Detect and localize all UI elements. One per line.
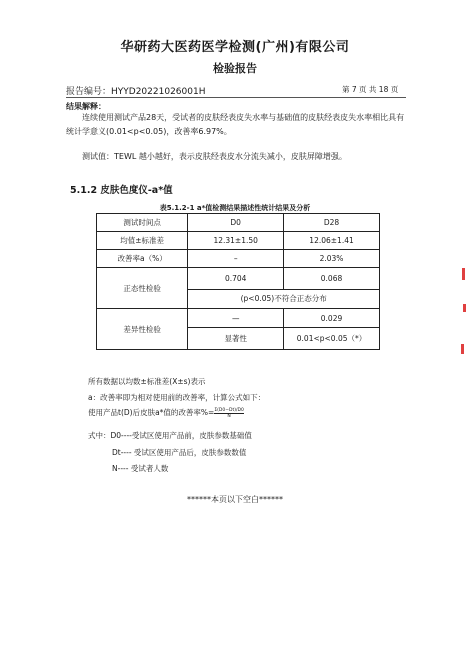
seal-fragment	[461, 344, 464, 354]
diff-d0: —	[188, 309, 284, 328]
report-title: 检验报告	[213, 62, 257, 75]
mean-label: 均值±标准差	[97, 232, 188, 250]
note-line-6: N---- 受试者人数	[112, 464, 169, 473]
formula-denominator: N	[227, 413, 231, 419]
header-cell: D28	[284, 214, 380, 232]
mean-d0: 12.31±1.50	[188, 232, 284, 250]
results-label: 结果解释：	[66, 102, 106, 111]
section-heading: 5.1.2 皮肤色度仪-a*值	[70, 185, 173, 196]
note-formula-line	[88, 407, 244, 419]
normality-label: 正态性检验	[97, 268, 188, 309]
end-of-page-mark: ******本页以下空白******	[187, 495, 283, 504]
page-info: 第 7 页 共 18 页	[342, 85, 399, 94]
formula-numerator: Σ(D0−Dt)/D0	[214, 407, 244, 413]
company-name: 华研药大医药医学检测(广州)有限公司	[120, 40, 350, 55]
table-row	[97, 232, 380, 250]
seal-fragment	[463, 304, 466, 312]
normality-d0: 0.704	[188, 268, 284, 290]
report-number-label: 报告编号：	[66, 87, 112, 97]
results-paragraph-2: 测试值：TEWL 越小越好，表示皮肤经表皮水分流失减小，皮肤屏障增强。	[82, 152, 347, 161]
header-divider	[66, 97, 406, 98]
improve-d28: 2.03%	[284, 250, 380, 268]
note-line-4: 式中：D0----受试区使用产品前，皮肤参数基础值	[88, 431, 252, 440]
report-number-value: HYYD20221026001H	[111, 87, 206, 97]
sig-value: 0.01<p<0.05（*）	[284, 328, 380, 350]
note-line-1: 所有数据以均数±标准差(X±s)表示	[88, 377, 206, 386]
header-cell: D0	[188, 214, 284, 232]
report-number	[66, 84, 205, 97]
results-table	[96, 213, 380, 350]
diff-d28: 0.029	[284, 309, 380, 328]
formula-prefix: 使用产品t(D)后皮肤a*值的改善率%=	[88, 408, 215, 417]
results-paragraph-1: 连续使用测试产品28天，受试者的皮肤经表皮失水率与基础值的皮肤经表皮失水率相比具有统计学意义(0.01<p<0.05)，改善率6.97%。	[66, 113, 405, 136]
table-row	[97, 250, 380, 268]
formula-fraction	[214, 408, 244, 419]
improve-label: 改善率a（%）	[97, 250, 188, 268]
note-line-2: a：改善率即为相对使用前的改善率，计算公式如下：	[88, 393, 266, 402]
seal-fragment	[462, 268, 465, 280]
table-row	[97, 268, 380, 290]
sig-label: 显著性	[188, 328, 284, 350]
improve-d0: –	[188, 250, 284, 268]
table-row	[97, 214, 380, 232]
table-row	[97, 309, 380, 328]
mean-d28: 12.06±1.41	[284, 232, 380, 250]
diff-label: 差异性检验	[97, 309, 188, 350]
note-line-5: Dt---- 受试区使用产品后，皮肤参数数值	[112, 448, 247, 457]
normality-d28: 0.068	[284, 268, 380, 290]
normality-note: (p<0.05)不符合正态分布	[188, 289, 380, 308]
header-cell: 测试时间点	[97, 214, 188, 232]
table-caption: 表5.1.2-1 a*值检测结果描述性统计结果及分析	[159, 204, 311, 212]
